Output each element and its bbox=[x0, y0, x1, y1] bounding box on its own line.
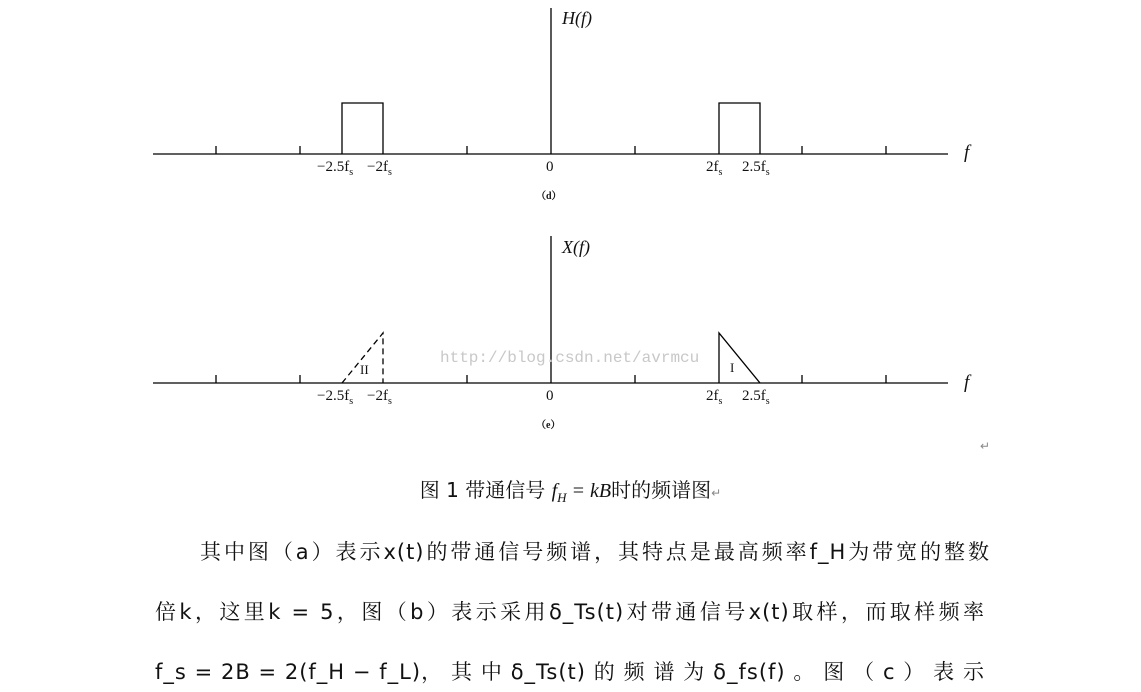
watermark: http://blog.csdn.net/avrmcu bbox=[440, 349, 700, 367]
d-tick-neg-inner: $-2f_s$ bbox=[367, 159, 392, 178]
d-axis-label: f bbox=[964, 142, 970, 163]
d-tick-pos-outer: $2.5f_s$ bbox=[742, 159, 770, 178]
return-mark: ↵ bbox=[980, 439, 991, 453]
e-axis-label: f bbox=[964, 372, 970, 393]
e-tick-pos-inner: $2f_s$ bbox=[706, 388, 723, 407]
d-panel-label: （d） bbox=[536, 191, 562, 202]
e-tick-pos-outer: $2.5f_s$ bbox=[742, 388, 770, 407]
d-func-label: H(f) bbox=[562, 8, 592, 28]
paragraph-line-1: 其中图（a）表示x(t)的带通信号频谱，其特点是最高频率f_H为带宽的整数 bbox=[200, 540, 990, 564]
e-tick-neg-inner: $-2f_s$ bbox=[367, 388, 392, 407]
caption-suffix: 时的频谱图 bbox=[611, 478, 712, 502]
e-region-left: II bbox=[360, 362, 369, 377]
caption-math: $f_H$ = kB bbox=[551, 480, 612, 505]
d-left-rect bbox=[342, 103, 383, 154]
d-tick-zero: 0 bbox=[546, 159, 554, 175]
e-tick-neg-outer: $-2.5f_s$ bbox=[317, 388, 354, 407]
figure-caption: 图 1 带通信号 $f_H$ = kB时的频谱图↵ bbox=[419, 478, 722, 505]
e-right-triangle bbox=[719, 333, 760, 383]
d-tick-neg-outer: $-2.5f_s$ bbox=[317, 159, 354, 178]
caption-prefix: 图 1 带通信号 bbox=[419, 478, 546, 502]
e-panel-label: （e） bbox=[536, 420, 561, 431]
e-func-label: X(f) bbox=[562, 237, 590, 257]
d-right-rect bbox=[719, 103, 760, 154]
e-region-right: I bbox=[730, 360, 735, 375]
paragraph-line-3: f_s = 2B = 2(f_H − f_L)， 其 中 δ_Ts(t) 的 频 谱 为 δ_fs(f) 。 图 （ c ） 表 示 bbox=[155, 660, 985, 684]
d-tick-pos-inner: $2f_s$ bbox=[706, 159, 723, 178]
paragraph-line-2: 倍k，这里k = 5，图（b）表示采用δ_Ts(t)对带通信号x(t)取样，而取样频率 bbox=[155, 600, 985, 624]
e-tick-zero: 0 bbox=[546, 388, 554, 404]
